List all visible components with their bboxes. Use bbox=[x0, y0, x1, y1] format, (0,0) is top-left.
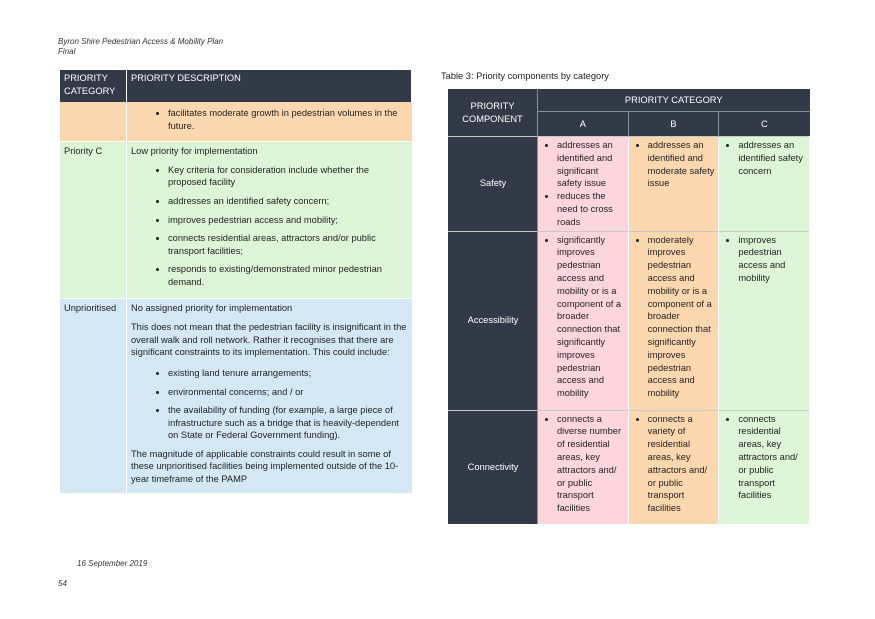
column-header-priority-category: PRIORITY CATEGORY bbox=[60, 70, 127, 102]
category-c-cell bbox=[719, 231, 810, 410]
category-b-cell bbox=[628, 231, 719, 410]
category-a-cell bbox=[538, 137, 629, 232]
bullet-list bbox=[131, 367, 408, 442]
list-item: • connects a diverse number of residential areas, key attractors and/ or public transport facilities bbox=[557, 413, 626, 515]
category-b-cell bbox=[628, 137, 719, 232]
description-intro: No assigned priority for implementation bbox=[131, 302, 293, 313]
category-c-cell bbox=[719, 410, 810, 524]
column-header-priority-component: PRIORITY COMPONENT bbox=[448, 89, 538, 137]
category-c-cell bbox=[719, 137, 810, 232]
description-paragraph: This does not mean that the pedestrian facility is insignificant in the overall walk and roll network. Rather it recognises that there are significant constraints to its implementation. This could include: bbox=[131, 322, 407, 358]
list-item: • responds to existing/demonstrated minor pedestrian demand. bbox=[168, 263, 408, 288]
table-row-unprioritised bbox=[60, 298, 412, 493]
list-item: • connects residential areas, key attractors and/ or public transport facilities bbox=[738, 413, 807, 503]
bullet-list bbox=[632, 234, 717, 400]
bullet-list bbox=[722, 139, 807, 177]
list-item: • facilitates moderate growth in pedestrian volumes in the future. bbox=[168, 107, 408, 132]
list-item: • existing land tenure arrangements; bbox=[168, 367, 408, 380]
description-cell bbox=[127, 142, 412, 298]
footer-date: 16 September 2019 bbox=[77, 559, 148, 568]
running-header bbox=[58, 37, 223, 57]
table-row-accessibility bbox=[448, 231, 810, 410]
list-item: • connects a variety of residential areas, key attractors and/ or public transport facilities bbox=[648, 413, 717, 515]
column-header-a: A bbox=[538, 112, 629, 137]
bullet-list bbox=[722, 234, 807, 285]
priority-components-table bbox=[448, 89, 810, 524]
document-status: Final bbox=[58, 47, 76, 56]
priority-category-table bbox=[60, 70, 412, 494]
category-b-cell bbox=[628, 410, 719, 524]
description-paragraph: The magnitude of applicable constraints could result in some of these unprioritised facilities being implemented outside of the 10-year timeframe of the PAMP bbox=[131, 448, 399, 485]
bullet-list bbox=[541, 234, 626, 400]
list-item: • environmental concerns; and / or bbox=[168, 386, 408, 399]
table-row-priority-c bbox=[60, 142, 412, 298]
description-cell bbox=[127, 298, 412, 493]
list-item: • addresses an identified safety concern; bbox=[168, 195, 408, 208]
column-header-b: B bbox=[628, 112, 719, 137]
list-item: • significantly improves pedestrian access and mobility or is a component of a broader connection that significantly improves pedestrian access and mobility bbox=[557, 234, 626, 400]
table-row-connectivity bbox=[448, 410, 810, 524]
list-item: • improves pedestrian access and mobility bbox=[738, 234, 807, 285]
list-item: • connects residential areas, attractors and/or public transport facilities; bbox=[168, 232, 408, 257]
category-a-cell bbox=[538, 410, 629, 524]
table-row-priority-b-continued bbox=[60, 102, 412, 142]
bullet-list bbox=[541, 139, 626, 229]
bullet-list bbox=[131, 107, 408, 132]
category-cell bbox=[60, 102, 127, 142]
list-item: • Key criteria for consideration include whether the proposed facility bbox=[168, 164, 408, 189]
page-number: 54 bbox=[58, 579, 67, 588]
column-header-priority-category: PRIORITY CATEGORY bbox=[538, 89, 810, 112]
document-title: Byron Shire Pedestrian Access & Mobility Plan bbox=[58, 37, 224, 46]
bullet-list bbox=[131, 164, 408, 289]
list-item: • moderately improves pedestrian access and mobility or is a component of a broader connection that significantly improves pedestrian access and mobility bbox=[648, 234, 717, 400]
column-header-priority-description: PRIORITY DESCRIPTION bbox=[127, 70, 412, 102]
list-item: • improves pedestrian access and mobility; bbox=[168, 214, 408, 227]
table-header-row bbox=[60, 70, 412, 102]
column-header-c: C bbox=[719, 112, 810, 137]
category-cell: Unprioritised bbox=[60, 298, 127, 493]
description-intro: Low priority for implementation bbox=[131, 146, 258, 157]
list-item: • the availability of funding (for example, a large piece of infrastructure such as a bridge that is heavily-dependent on State or Federal Government funding). bbox=[168, 404, 408, 442]
bullet-list bbox=[541, 413, 626, 515]
category-a-cell bbox=[538, 231, 629, 410]
list-item: • addresses an identified and significant safety issue bbox=[557, 139, 626, 190]
bullet-list bbox=[722, 413, 807, 503]
bullet-list bbox=[632, 139, 717, 190]
list-item: • addresses an identified safety concern bbox=[738, 139, 807, 177]
list-item: • reduces the need to cross roads bbox=[557, 190, 626, 228]
list-item: • addresses an identified and moderate safety issue bbox=[648, 139, 717, 190]
table-header-row bbox=[448, 89, 810, 112]
table-caption: Table 3: Priority components by category bbox=[441, 71, 609, 81]
component-cell: Safety bbox=[448, 137, 538, 232]
table-row-safety bbox=[448, 137, 810, 232]
bullet-list bbox=[632, 413, 717, 515]
category-cell: Priority C bbox=[60, 142, 127, 298]
description-cell bbox=[127, 102, 412, 142]
component-cell: Connectivity bbox=[448, 410, 538, 524]
component-cell: Accessibility bbox=[448, 231, 538, 410]
